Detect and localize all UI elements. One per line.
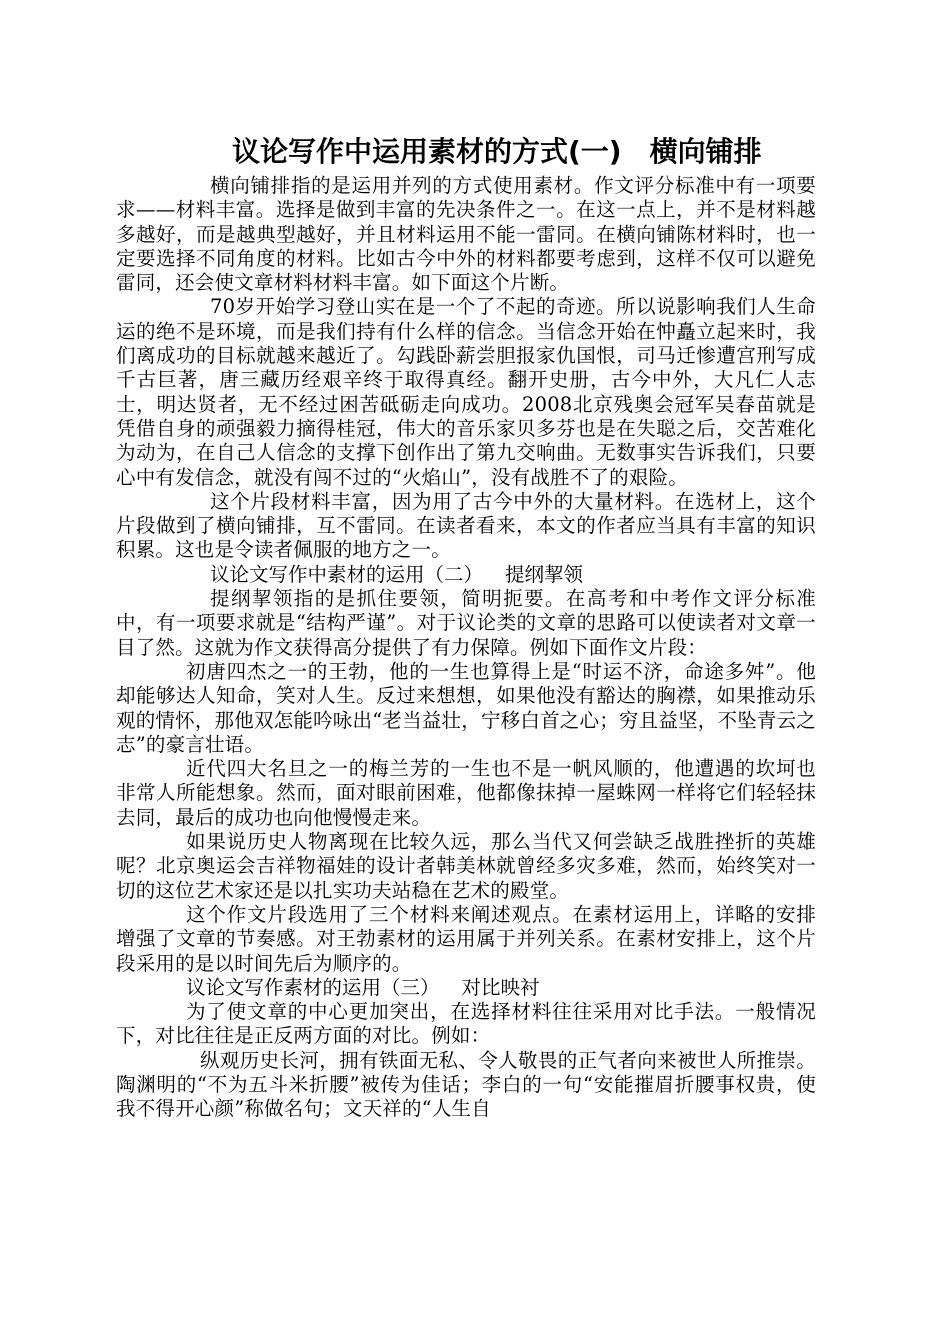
section-2-paragraph-1: 提纲挈领指的是抓住要领，简明扼要。在高考和中考作文评分标准中，有一项要求就是“结构严谨”。对于议论类的文章的思路可以使读者对文章一目了然。这就为作文获得高分提供了有力保障。例如下面作文片段： [116, 587, 816, 659]
document-title [116, 134, 816, 170]
section-2-heading [116, 563, 816, 587]
section-2-heading-tail: 提纲挈领 [505, 562, 584, 586]
paragraph-1: 横向铺排指的是运用并列的方式使用素材。作文评分标准中有一项要求——材料丰富。选择是做到丰富的先决条件之一。在这一点上，并不是材料越多越好，而是越典型越好，并且材料运用不能一雷同。在横向铺陈材料时，也一定要选择不同角度的材料。比如古今中外的材料都要考虑到，这样不仅可以避免雷同，还会使文章材料材料丰富。如下面这个片断。 [116, 174, 816, 295]
section-3-heading-text: 议论文写作素材的运用（三） [186, 975, 440, 999]
section-2-paragraph-5: 这个作文片段选用了三个材料来阐述观点。在素材运用上，详略的安排增强了文章的节奏感。对王勃素材的运用属于并列关系。在素材安排上，这个片段采用的是以时间先后为顺序的。 [116, 902, 816, 975]
paragraph-3: 这个片段材料丰富，因为用了古今中外的大量材料。在选材上，这个片段做到了横向铺排，互不雷同。在读者看来，本文的作者应当具有丰富的知识积累。这也是令读者佩服的地方之一。 [116, 489, 816, 562]
title-main: 议论写作中运用素材的方式(一) [232, 135, 622, 168]
title-sub: 横向铺排 [649, 135, 762, 168]
section-3-heading-tail: 对比映衬 [461, 975, 540, 999]
section-3-paragraph-1: 为了使文章的中心更加突出，在选择材料往往采用对比手法。一般情况下，对比往往是正反两方面的对比。例如： [116, 1000, 816, 1048]
section-2-paragraph-4: 如果说历史人物离现在比较久远，那么当代又何尝缺乏战胜挫折的英雄呢？北京奥运会吉祥物福娃的设计者韩美林就曾经多灾多难，然而，始终笑对一切的这位艺术家还是以扎实功夫站稳在艺术的殿堂。 [116, 830, 816, 902]
section-2-heading-text: 议论文写作中素材的运用（二） [210, 562, 484, 586]
section-3-heading [116, 976, 816, 1000]
section-2-paragraph-2: 初唐四杰之一的王勃，他的一生也算得上是“时运不济，命途多舛”。他却能够达人知命，笑对人生。反过来想想，如果他没有豁达的胸襟，如果推动乐观的情怀，那他双怎能吟咏出“老当益壮，宁移白首之心；穷且益坚，不坠青云之志”的豪言壮语。 [116, 659, 816, 756]
section-2-paragraph-3: 近代四大名旦之一的梅兰芳的一生也不是一帆风顺的，他遭遇的坎坷也非常人所能想象。然而，面对眼前困难，他都像抹掉一屋蛛网一样将它们轻轻抹去同，最后的成功也向他慢慢走来。 [116, 757, 816, 829]
section-3-paragraph-2: 纵观历史长河，拥有铁面无私、令人敬畏的正气者向来被世人所推崇。陶渊明的“不为五斗米折腰”被传为佳话；李白的一句“安能摧眉折腰事权贵，使我不得开心颜”称做名句；文天祥的“人生自 [116, 1048, 816, 1121]
document-page [116, 134, 816, 1122]
paragraph-2: 70岁开始学习登山实在是一个了不起的奇迹。所以说影响我们人生命运的绝不是环境，而是我们持有什么样的信念。当信念开始在忡矗立起来时，我们离成功的目标就越来越近了。勾践卧薪尝胆报家仇国恨，司马迁惨遭宫刑写成千古巨著，唐三藏历经艰辛终于取得真经。翻开史册，古今中外，大凡仁人志士，明达贤者，无不经过困苦砥砺走向成功。2008北京残奥会冠军吴春苗就是凭借自身的顽强毅力摘得桂冠，伟大的音乐家贝多芬也是在失聪之后，交苦难化为动为，在自己人信念的支撑下创作出了第九交响曲。无数事实告诉我们，只要心中有发信念，就没有闯不过的“火焰山”，没有战胜不了的艰险。 [116, 295, 816, 489]
